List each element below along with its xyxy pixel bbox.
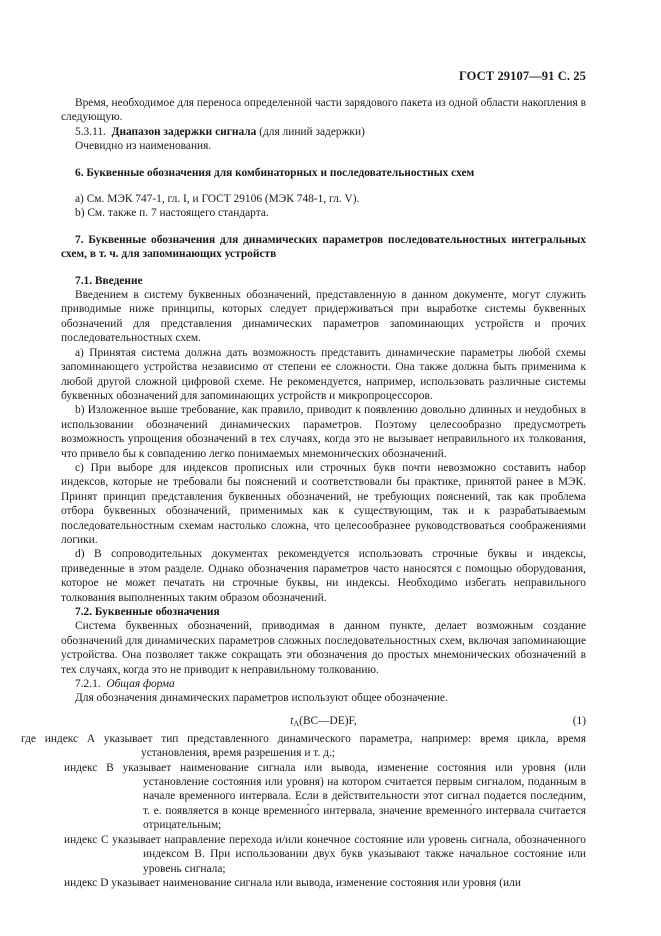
- section-6-item-b: b) См. также п. 7 настоящего стандарта.: [75, 207, 269, 220]
- subclause-title: Общая форма: [106, 678, 175, 691]
- section-7-2-1-text: Для обозначения динамических параметров используют общее обозначение.: [75, 692, 448, 705]
- index-b-text: указывает наименование сигнала или вывода, изменение состояния или уровня (или установление состояния или уровня) на котором считается первым сигналом, поданным в начале временного интервала. Если в действительности этот сигнал подается последним, т. е. появляется в конце временно́го интервала, значение временно́го интервала считается отрицательным;: [122, 761, 587, 832]
- section-7-title: 7. Буквенные обозначения для динамических параметров последовательностных интегральных схем, в т. ч. для запоминающих устройств: [61, 233, 586, 261]
- section-7-1-title: 7.1. Введение: [75, 274, 143, 287]
- paragraph-transfer-time: Время, необходимое для переноса определенной части зарядового пакета из одной области накопления в следующую.: [61, 97, 586, 124]
- clause-5-3-11-text: Очевидно из наименования.: [75, 140, 212, 153]
- formula-subscript: A: [293, 718, 300, 728]
- section-7-1-item-d: d) В сопроводительных документах рекомендуется использовать строчные буквы и индексы, приведенные в этом разделе. Однако обозначения параметров часто наносятся с помощью оборудования, которое не может печатать ни строчные буквы, ни индексы. Необходимо избегать неправильного толкования выполненных таким образом обозначений.: [61, 548, 586, 604]
- index-c-definition: [64, 833, 586, 876]
- index-a-label: где индекс А: [21, 732, 96, 745]
- section-7-2-title: 7.2. Буквенные обозначения: [75, 606, 220, 618]
- section-7-1-intro: Введением в систему буквенных обозначений, представленную в данном документе, могут служить приводимые ниже принципы, которых следует придерживаться при выработке системы буквенных обозначений для представления динамических параметров запоминающих устройств и прочих последовательностных схем.: [61, 289, 586, 345]
- index-c-text: указывает направление перехода и/или конечное состояние или уровень сигнала, обозначенного индексом В. При использовании двух букв указывают также начальное состояние или уровень сигнала;: [112, 833, 586, 875]
- index-a-text: указывает тип представленного динамического параметра, например: время цикла, время установления, время разрешения и т. д.;: [103, 732, 586, 760]
- index-d-label: индекс D: [64, 876, 109, 889]
- formula-body: (BC—DE)F,: [299, 714, 357, 727]
- section-7-2-text: Система буквенных обозначений, приводимая в данном пункте, делает возможным создание обозначений для динамических параметров сложных последовательностных схем, включая запоминающие устройства. Она позволяет также сокращать эти обозначения до простых мнемонических обозначений в тех случаях, когда это не приводит к неправильному толкованию.: [61, 620, 586, 676]
- index-d-text: указывает наименование сигнала или вывода, изменение состояния или уровня (или: [111, 876, 521, 889]
- formula-symbol: t: [290, 714, 294, 727]
- section-6-item-a: а) См. МЭК 747-1, гл. I, и ГОСТ 29106 (МЭК 748-1, гл. V).: [75, 193, 360, 206]
- page-content: [21, 96, 587, 890]
- clause-number: 5.3.11.: [75, 125, 106, 138]
- formula-number: (1): [572, 714, 586, 727]
- clause-title-note: (для линий задержки): [259, 125, 365, 138]
- section-6-title: 6. Буквенные обозначения для комбинаторных и последовательностных схем: [75, 166, 475, 179]
- section-7-2-1-heading: [61, 677, 586, 691]
- formula-1: [61, 710, 586, 732]
- clause-5-3-11: [61, 125, 586, 139]
- index-b-label: индекс В: [64, 761, 114, 774]
- section-7-1-item-b: b) Изложенное выше требование, как правило, приводит к появлению довольно длинных и неудобных в использовании обозначений динамических параметров. Поэтому целесообразно предусмотреть возможность упрощения обозначений в тех случаях, когда это не вызывает неправильного их толкования, что привело бы к совпадению легко понимаемых мнемонических обозначений.: [61, 404, 586, 460]
- index-d-definition: [64, 876, 586, 890]
- index-a-definition: [21, 732, 586, 761]
- page-header: ГОСТ 29107—91 С. 25: [458, 69, 586, 83]
- formula-expression: [61, 714, 586, 728]
- section-7-1-item-c: с) При выборе для индексов прописных или строчных букв почти невозможно составить набор индексов, которые не требовали бы пояснений и соответствовали бы практике, принятой ранее в МЭК. Принят принцип представления буквенных обозначений, не требующих пояснений, так как проблема отбора буквенных обозначений, применимых как к существующим, так и к разрабатываемым последовательностным схемам настолько сложна, что целесообразнее руководствоваться соображениями логики.: [61, 461, 586, 546]
- clause-title: Диапазон задержки сигнала: [111, 125, 257, 138]
- index-b-definition: [64, 761, 586, 833]
- section-7-1-item-a: а) Принятая система должна дать возможность представить динамические параметры любой схемы запоминающего устройства независимо от степени ее сложности. Она также должна быть применима к любой другой сложной цифровой схеме. Не рекомендуется, например, использовать различные системы буквенных обозначений для запоминающих устройств и микропроцессоров.: [61, 346, 586, 402]
- index-c-label: индекс С: [64, 833, 109, 846]
- subclause-number: 7.2.1.: [75, 678, 101, 691]
